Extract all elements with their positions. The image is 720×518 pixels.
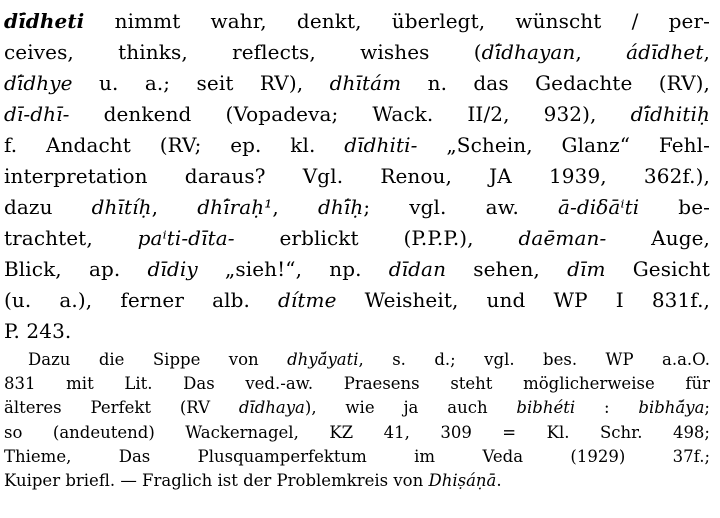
text-run: : (575, 398, 639, 418)
main-text-line (4, 6, 710, 37)
italic-term: dī́dhayan (481, 40, 576, 64)
text-run: , (272, 195, 318, 219)
italic-term: dīdan (388, 257, 447, 281)
text-run: 831 mit Lit. Das ved.-aw. Praesens steht möglicherweise für (4, 374, 710, 394)
main-text-line (4, 37, 710, 68)
text-run: erblickt (P.P.P.), (234, 226, 519, 250)
note-text-line (4, 348, 710, 372)
text-run: u. a.; seit RV), (72, 71, 330, 95)
main-text-line (4, 68, 710, 99)
italic-term: dīdiy (147, 257, 198, 281)
text-run: Gesicht (605, 257, 710, 281)
note-text-line (4, 469, 710, 493)
note-text-line (4, 396, 710, 420)
italic-term: Dhiṣáṇā (428, 471, 497, 491)
text-run: Auge, (606, 226, 710, 250)
text-run: , (703, 40, 710, 64)
italic-term: paⁱti-dīta- (137, 226, 235, 250)
text-run: denkend (Vopadeva; Wack. II/2, 932), (69, 102, 631, 126)
italic-term: dī́dhitiḥ (630, 102, 710, 126)
text-run: Dazu die Sippe von (28, 350, 288, 369)
text-run: Thieme, Das Plusquamperfektum im Veda (1929) 37f.; (4, 446, 710, 466)
text-run: Weisheit, und WP I 831f., (336, 288, 710, 312)
note-text-line (4, 445, 710, 469)
main-text-line (4, 192, 710, 223)
text-run: „sieh!“, np. (197, 257, 389, 281)
italic-term: dhītám (329, 71, 402, 95)
main-text-line (4, 161, 710, 192)
text-run: ceives, thinks, reflects, wishes ( (4, 40, 482, 64)
italic-term: dīm (567, 257, 606, 281)
main-text-line (4, 254, 710, 285)
italic-term: ádīdhet (626, 40, 704, 64)
italic-term: bibhéti (516, 398, 576, 418)
entry-main-text (4, 6, 710, 347)
entry-note-text (4, 348, 710, 493)
italic-term: dhītíḥ (91, 195, 152, 219)
italic-term: dīdhiti- (344, 133, 418, 157)
italic-term: dī́dhye (4, 71, 73, 95)
main-text-line (4, 130, 710, 161)
text-run: ; vgl. aw. (363, 195, 559, 219)
text-run: „Schein, Glanz“ Fehl- (417, 133, 710, 157)
text-run: nimmt wahr, denkt, überlegt, wünscht / per- (84, 9, 710, 33)
italic-term: dīdhaya (238, 398, 305, 418)
text-run: n. das Gedachte (RV), (401, 71, 710, 95)
italic-term: dhī́ḥ (317, 195, 364, 219)
note-text-line (4, 421, 710, 445)
text-run: , s. d.; vgl. bes. WP a.a.O. (358, 350, 710, 369)
italic-term: daēman- (518, 226, 607, 250)
text-run: , (151, 195, 198, 219)
main-text-line (4, 316, 710, 347)
italic-term: bibhā́ya (638, 398, 705, 418)
headword: dī́dheti (4, 9, 85, 33)
text-run: ; (704, 398, 710, 418)
italic-term: dítme (278, 288, 337, 312)
italic-term: dhyā́yati (287, 350, 359, 369)
text-run: (u. a.), ferner alb. (4, 288, 279, 312)
text-run: sehen, (446, 257, 568, 281)
text-run: Kuiper briefl. — Fraglich ist der Problemkreis von (4, 471, 429, 491)
main-text-line (4, 99, 710, 130)
italic-term: ā-diδāⁱti (558, 195, 640, 219)
note-text-line (4, 372, 710, 396)
text-run: P. 243. (4, 319, 72, 343)
main-text-line (4, 223, 710, 254)
text-run: Blick, ap. (4, 257, 148, 281)
text-run: so (andeutend) Wackernagel, KZ 41, 309 = Kl. Schr. 498; (4, 422, 710, 442)
text-run: dazu (4, 195, 92, 219)
italic-term: dhī́raḥ¹ (197, 195, 273, 219)
text-run: . (496, 471, 502, 491)
main-text-line (4, 285, 710, 316)
text-run: älteres Perfekt (RV (4, 398, 239, 418)
text-run: , (575, 40, 627, 64)
text-run: be- (639, 195, 710, 219)
text-run: interpretation daraus? Vgl. Renou, JA 1939, 362f.), (4, 164, 710, 188)
italic-term: dī-dhī- (4, 102, 70, 126)
text-run: trachtet, (4, 226, 138, 250)
text-run: ), wie ja auch (304, 398, 517, 418)
text-run: f. Andacht (RV; ep. kl. (4, 133, 345, 157)
